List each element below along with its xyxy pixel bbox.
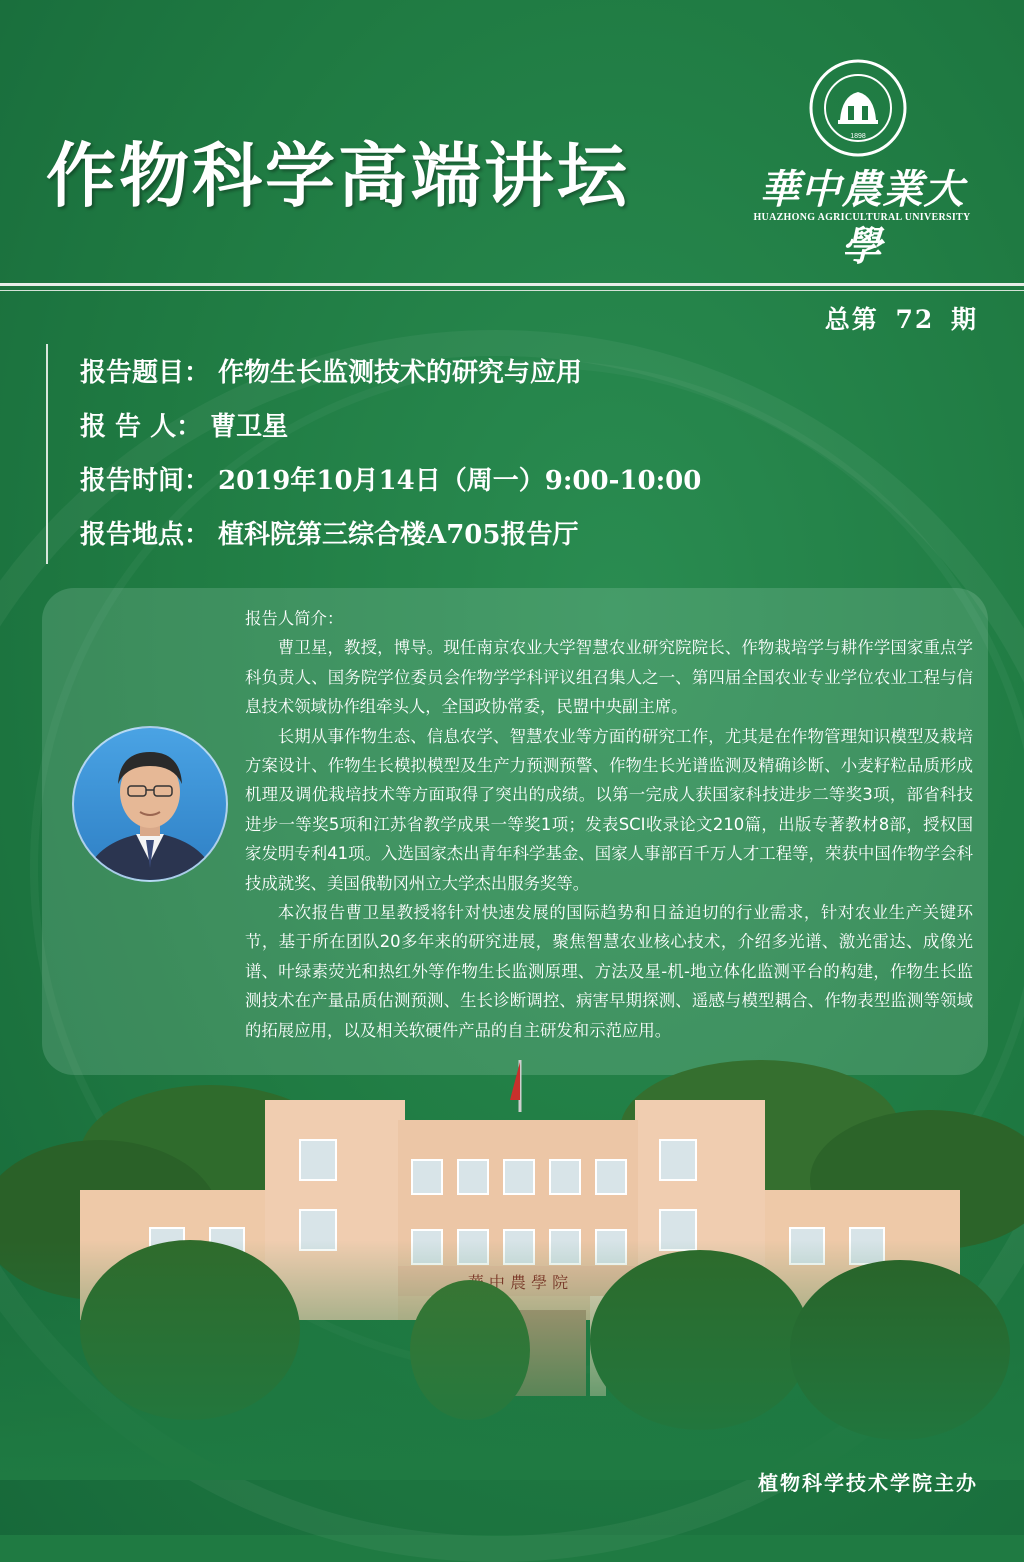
info-row-topic bbox=[80, 352, 582, 389]
bio-paragraph: 长期从事作物生态、信息农学、智慧农业等方面的研究工作，尤其是在作物管理知识模型及栽培方案设计、作物生长模拟模型及生产力预测预警、作物生长光谱监测及精确诊断、小麦籽粒品质形成机理及调优栽培技术等方面取得了突出的成绩。以第一完成人获国家科技进步二等奖3项，部省科技进步一等奖5项和江苏省教学成果一等奖1项；发表SCI收录论文210篇，出版专著教材8部，授权国家发明专利41项。入选国家杰出青年科学基金、国家人事部百千万人才工程等，荣获中国作物学会科技成就奖、美国俄勒冈州立大学杰出服务奖等。 bbox=[245, 726, 973, 893]
divider-thin bbox=[0, 290, 1024, 291]
info-label: 报 告 人： bbox=[80, 412, 203, 442]
info-accent-line bbox=[46, 344, 48, 564]
issue-number: 总第 72 期 bbox=[824, 305, 978, 334]
bio-heading: 报告人简介： bbox=[245, 609, 344, 628]
university-logo bbox=[752, 58, 972, 270]
info-row-time bbox=[80, 460, 701, 497]
speaker-portrait-icon bbox=[74, 728, 226, 880]
info-label: 报告地点： bbox=[80, 520, 211, 550]
info-row-location bbox=[80, 514, 578, 551]
info-value: 作物生长监测技术的研究与应用 bbox=[218, 358, 583, 388]
divider bbox=[0, 283, 1024, 286]
campus-building-illustration bbox=[0, 1060, 1024, 1480]
bio-paragraph: 曹卫星，教授，博导。现任南京农业大学智慧农业研究院院长、作物栽培学与耕作学国家重点学科负责人、国务院学位委员会作物学学科评议组召集人之一、第四届全国农业专业学位农业工程与信息技术领域协作组牵头人，全国政协常委，民盟中央副主席。 bbox=[245, 638, 973, 717]
emblem-year: 1898 bbox=[850, 133, 866, 140]
info-label: 报告时间： bbox=[80, 466, 211, 496]
page-title: 作物科学高端讲坛 bbox=[46, 134, 630, 217]
speaker-bio bbox=[245, 604, 973, 1045]
info-value: 植科院第三综合楼A705报告厅 bbox=[218, 520, 579, 550]
organizer: 植物科学技术学院主办 bbox=[758, 1471, 978, 1495]
logo-english: HUAZHONG AGRICULTURAL UNIVERSITY bbox=[753, 212, 971, 223]
bio-paragraph: 本次报告曹卫星教授将针对快速发展的国际趋势和日益迫切的行业需求，针对农业生产关键环节，基于所在团队20多年来的研究进展，聚焦智慧农业核心技术，介绍多光谱、激光雷达、成像光谱、叶绿素荧光和热红外等作物生长监测原理、方法及星-机-地立体化监测平台的构建，作物生长监测技术在产量品质估测预测、生长诊断调控、病害早期探测、遥感与模型耦合、作物表型监测等领域的拓展应用，以及相关软硬件产品的自主研发和示范应用。 bbox=[245, 903, 973, 1040]
info-value: 2019年10月14日（周一）9:00-10:00 bbox=[218, 466, 702, 496]
info-value: 曹卫星 bbox=[210, 412, 289, 442]
speaker-photo bbox=[72, 726, 228, 882]
logo-name: 華中農業大學 bbox=[759, 166, 965, 270]
university-emblem-icon bbox=[808, 58, 908, 158]
info-label: 报告题目： bbox=[80, 358, 211, 388]
info-row-speaker bbox=[80, 406, 288, 443]
